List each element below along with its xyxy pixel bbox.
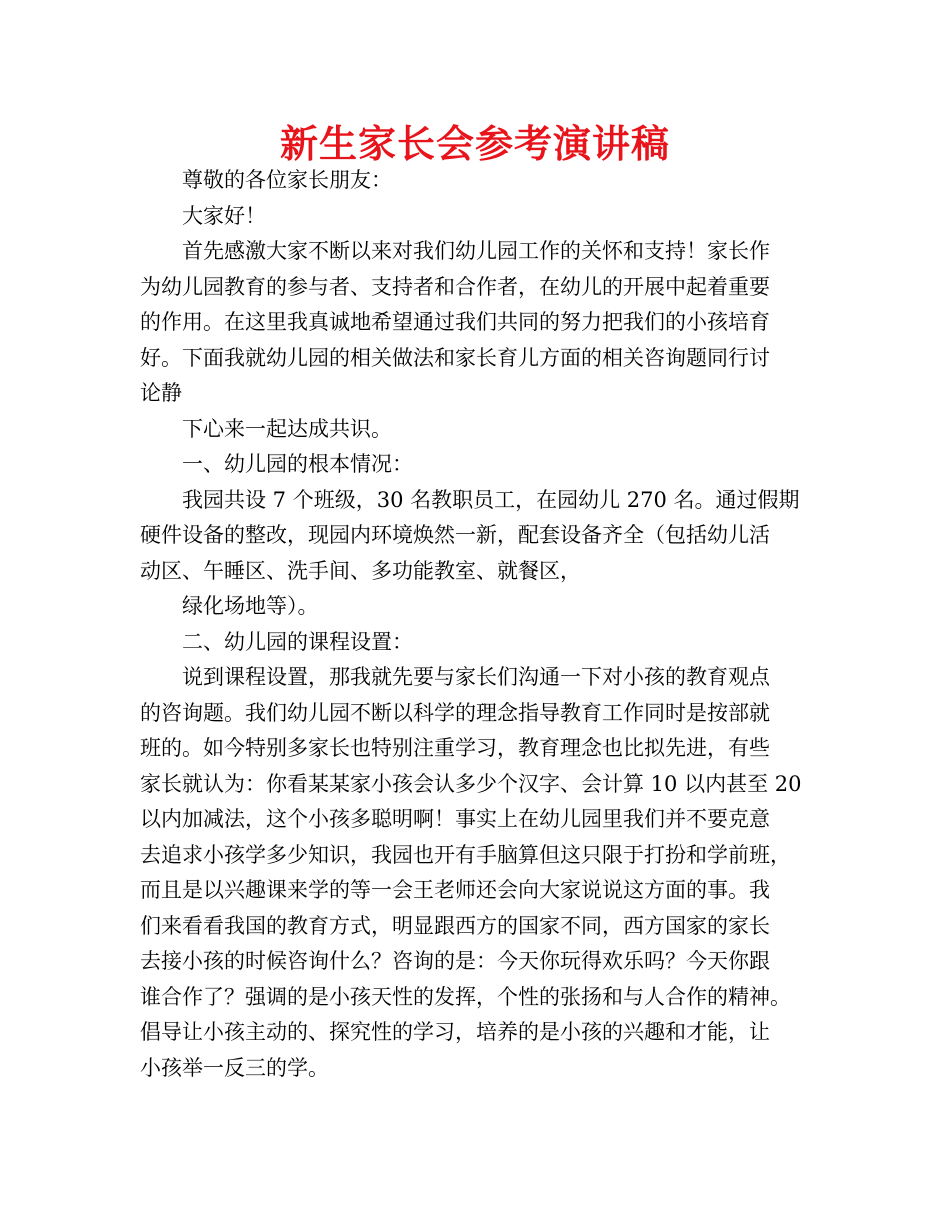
- body-line: 二、幼儿园的课程设置：: [182, 629, 413, 654]
- body-line: 们来看看我国的教育方式，明显跟西方的国家不同，西方国家的家长: [140, 913, 770, 938]
- body-line: 去追求小孩学多少知识，我园也开有手脑算但这只限于打扮和学前班，: [140, 842, 791, 867]
- body-line: 首先感激大家不断以来对我们幼儿园工作的关怀和支持！家长作: [182, 239, 770, 263]
- document-title: 新生家长会参考演讲稿: [279, 121, 670, 166]
- body-line: 尊敬的各位家长朋友：: [182, 168, 392, 192]
- body-line: 我园共设 7 个班级，30 名教职员工，在园幼儿 270 名。通过假期: [182, 487, 800, 512]
- body-line: 而且是以兴趣课来学的等一会王老师还会向大家说说这方面的事。我: [140, 878, 770, 902]
- body-line: 谁合作了？强调的是小孩天性的发挥，个性的张扬和与人合作的精神。: [140, 984, 791, 1009]
- body-line: 论静: [140, 381, 182, 405]
- body-line: 去接小孩的时候咨询什么？咨询的是：今天你玩得欢乐吗？今天你跟: [140, 949, 770, 973]
- body-line: 班的。如今特别多家长也特别注重学习，教育理念也比拟先进，有些: [140, 736, 770, 760]
- body-line: 的咨询题。我们幼儿园不断以科学的理念指导教育工作同时是按部就: [140, 700, 770, 725]
- body-line: 的作用。在这里我真诚地希望通过我们共同的努力把我们的小孩培育: [140, 310, 770, 334]
- body-line: 下心来一起达成共识。: [182, 416, 392, 441]
- body-line: 绿化场地等）。: [182, 594, 319, 618]
- body-line: 好。下面我就幼儿园的相关做法和家长育儿方面的相关咨询题同行讨: [140, 345, 770, 370]
- document-body: [140, 163, 820, 1086]
- body-line: 为幼儿园教育的参与者、支持者和合作者，在幼儿的开展中起着重要: [140, 274, 770, 299]
- body-line: 大家好！: [182, 203, 266, 228]
- body-line: 一、幼儿园的根本情况：: [182, 452, 413, 476]
- body-line: 家长就认为：你看某某家小孩会认多少个汉字、会计算 10 以内甚至 20: [140, 771, 802, 796]
- body-line: 以内加减法，这个小孩多聪明啊！事实上在幼儿园里我们并不要克意: [140, 807, 770, 831]
- body-line: 说到课程设置，那我就先要与家长们沟通一下对小孩的教育观点: [182, 665, 770, 689]
- body-line: 小孩举一反三的学。: [140, 1055, 329, 1080]
- body-line: 倡导让小孩主动的、探究性的学习，培养的是小孩的兴趣和才能，让: [140, 1020, 770, 1044]
- body-line: 硬件设备的整改，现园内环境焕然一新，配套设备齐全（包括幼儿活: [140, 523, 770, 547]
- body-line: 动区、午睡区、洗手间、多功能教室、就餐区，: [140, 558, 581, 583]
